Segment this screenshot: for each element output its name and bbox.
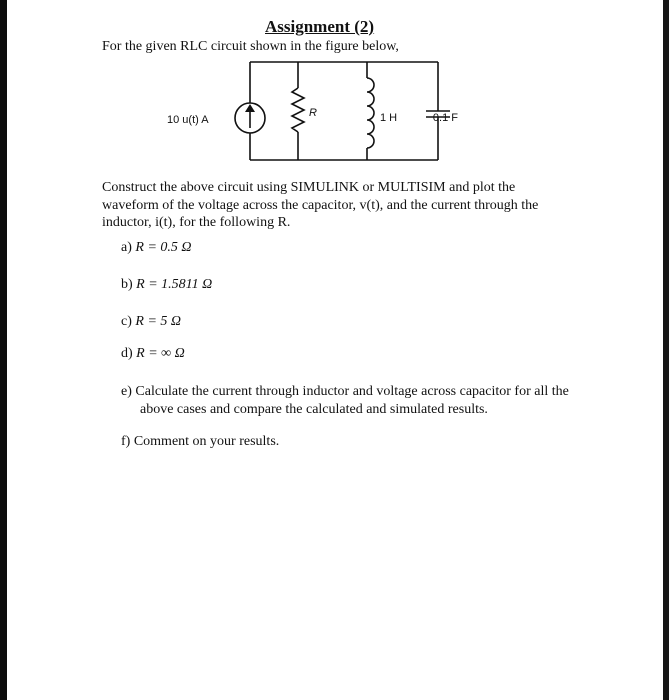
item-text: R = 1.5811 Ω <box>136 277 213 292</box>
instructions-paragraph: Construct the above circuit using SIMULINK or MULTISIM and plot the waveform of the voltage across the capacitor, v(t), and the current through the inductor, i(t), for the following R. <box>102 180 539 230</box>
right-border <box>663 0 669 700</box>
item-label: e) <box>121 384 132 399</box>
item-text: Calculate the current through inductor and voltage across capacitor for all the above cases and compare the calculated and simulated results. <box>135 384 569 417</box>
rlc-circuit-diagram <box>160 58 460 170</box>
list-item <box>121 314 181 330</box>
item-text: Comment on your results. <box>133 434 280 449</box>
item-label: f) <box>121 434 131 449</box>
list-item <box>121 383 600 418</box>
list-item <box>121 434 279 450</box>
page-title: Assignment (2) <box>265 17 375 36</box>
list-item <box>121 240 192 256</box>
item-text: R = ∞ Ω <box>136 346 185 361</box>
source-label: 10 u(t) A <box>167 114 209 126</box>
inductor-coil <box>367 78 374 148</box>
item-text: R = 5 Ω <box>135 314 182 329</box>
inductor-label: 1 H <box>380 112 398 124</box>
item-label: a) <box>121 240 132 255</box>
resistor-label: R <box>309 107 317 119</box>
left-border <box>0 0 7 700</box>
intro-text: For the given RLC circuit shown in the figure below, <box>102 39 399 54</box>
item-label: d) <box>121 346 133 361</box>
item-text: R = 0.5 Ω <box>135 240 192 255</box>
source-arrowhead-icon <box>245 104 255 112</box>
item-label: b) <box>121 277 133 292</box>
item-label: c) <box>121 314 132 329</box>
resistor-zigzag <box>292 88 304 132</box>
capacitor-label: 0.1 F <box>432 112 458 124</box>
list-item <box>121 277 212 293</box>
list-item <box>121 346 185 362</box>
